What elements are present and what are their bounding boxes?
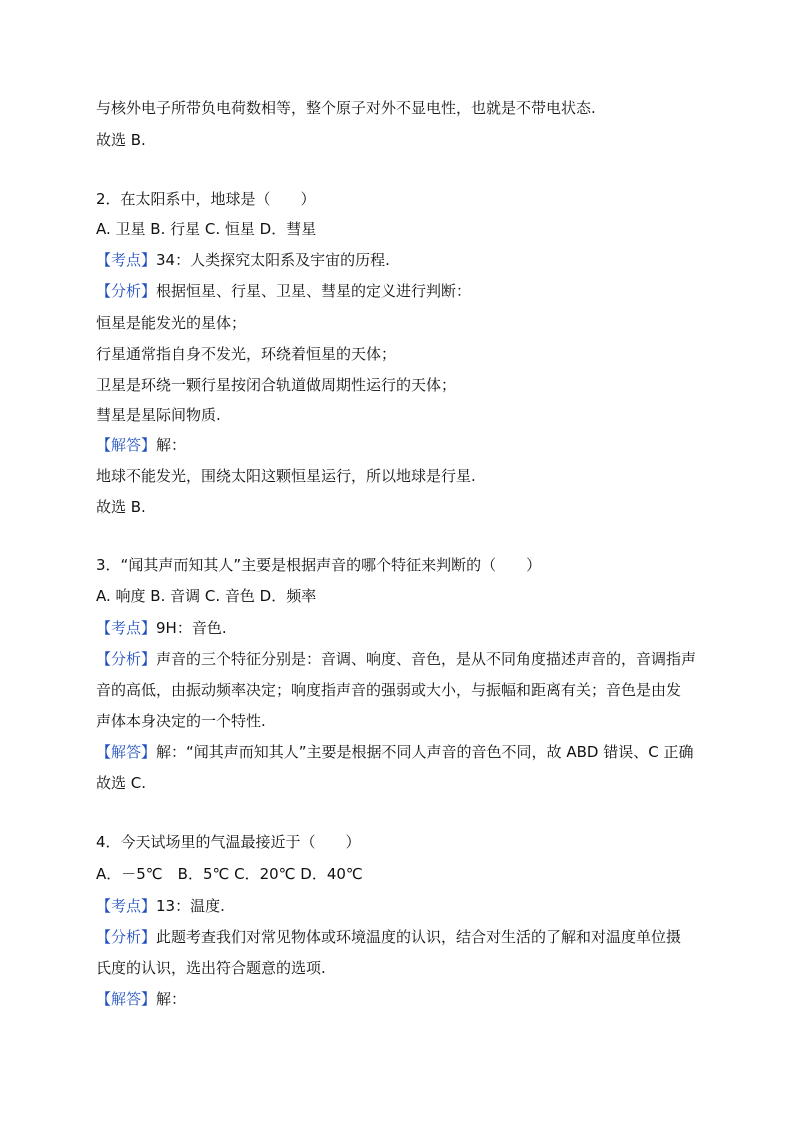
fenxi-tag: 【分析】 [96,282,157,300]
fenxi-tag: 【分析】 [96,928,157,946]
kaodian-tag: 【考点】 [96,897,157,915]
q1-explanation-line: 与核外电子所带负电荷数相等，整个原子对外不显电性，也就是不带电状态. [96,99,596,117]
q3-fenxi [96,649,710,669]
kaodian-tag: 【考点】 [96,251,157,269]
q4-fenxi-line: 氏度的认识，选出符合题意的选项. [96,959,326,977]
q2-fenxi [96,281,710,301]
kaodian-tag: 【考点】 [96,619,157,637]
kaodian-text: 9H：音色. [156,619,227,637]
q2-fenxi-line: 恒星是能发光的星体； [96,314,247,332]
q2-fenxi-line: 彗星是星际间物质. [96,406,221,424]
fenxi-text: 根据恒星、行星、卫星、彗星的定义进行判断： [156,282,472,300]
jieda-text: 解： [156,990,187,1008]
q3-conclusion: 故选 C. [96,774,147,792]
jieda-tag: 【解答】 [96,436,157,454]
q4-question: 4．今天试场里的气温最接近于（ ） [96,833,361,851]
q2-answer-line: 地球不能发光，围绕太阳这颗恒星运行，所以地球是行星. [96,467,476,485]
kaodian-text: 13：温度. [156,897,225,915]
q2-question: 2．在太阳系中，地球是（ ） [96,190,316,208]
q3-fenxi-line: 音的高低，由振动频率决定；响度指声音的强弱或大小，与振幅和距离有关；音色是由发 [96,681,682,699]
q2-conclusion: 故选 B. [96,498,146,516]
fenxi-tag: 【分析】 [96,650,157,668]
q4-fenxi [96,927,710,947]
q3-options: A. 响度 B. 音调 C. 音色 D．频率 [96,587,317,605]
q2-fenxi-line: 行星通常指自身不发光，环绕着恒星的天体； [96,345,397,363]
q4-jieda [96,989,710,1009]
q2-options: A. 卫星 B. 行星 C. 恒星 D．彗星 [96,220,317,238]
q3-kaodian [96,618,710,638]
jieda-text: 解： [156,436,187,454]
jieda-tag: 【解答】 [96,990,157,1008]
q1-conclusion: 故选 B. [96,131,146,149]
fenxi-text: 此题考查我们对常见物体或环境温度的认识，结合对生活的了解和对温度单位摄 [156,928,682,946]
q3-question: 3．“闻其声而知其人”主要是根据声音的哪个特征来判断的（ ） [96,556,542,574]
jieda-text: 解：“闻其声而知其人”主要是根据不同人声音的音色不同，故 ABD 错误、C 正确 [156,743,694,761]
q2-jieda [96,435,710,455]
q3-jieda [96,742,710,762]
q4-options: A．－5℃ B．5℃ C．20℃ D．40℃ [96,865,363,883]
jieda-tag: 【解答】 [96,743,157,761]
q3-fenxi-line: 声体本身决定的一个特性. [96,712,266,730]
fenxi-text: 声音的三个特征分别是：音调、响度、音色，是从不同角度描述声音的，音调指声 [156,650,697,668]
q2-kaodian [96,250,710,270]
kaodian-text: 34：人类探究太阳系及宇宙的历程. [156,251,390,269]
q4-kaodian [96,896,710,916]
q2-fenxi-line: 卫星是环绕一颗行星按闭合轨道做周期性运行的天体； [96,376,457,394]
